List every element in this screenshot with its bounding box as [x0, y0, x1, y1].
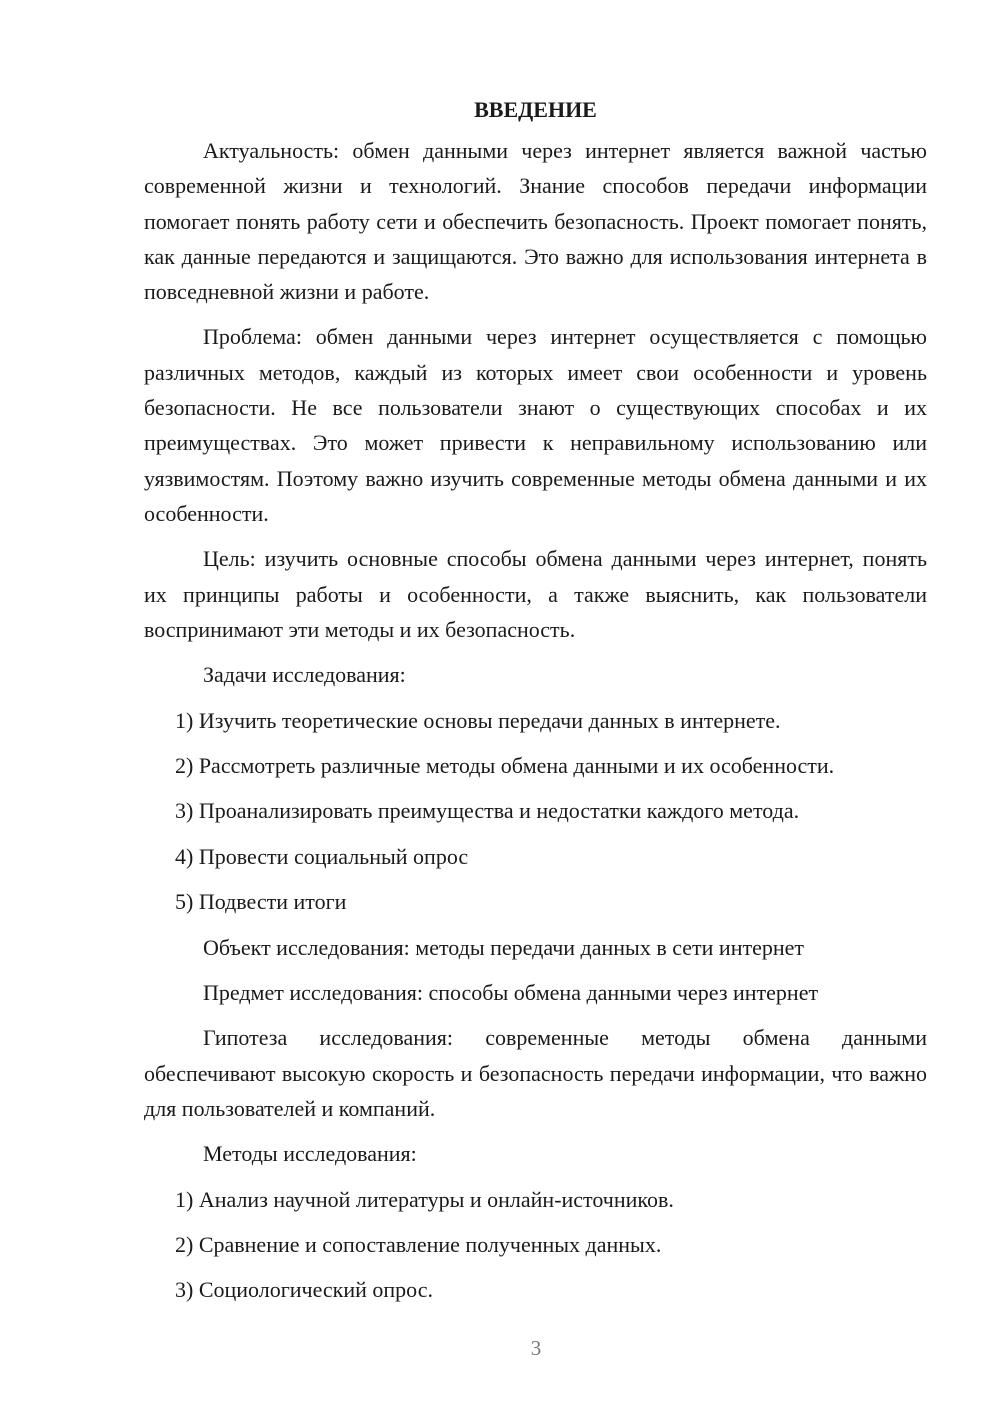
hypothesis-paragraph: Гипотеза исследования: современные методы обмена данными обеспечивают высокую скорость и безопасность передачи информации, что важно для пользователей и компаний.	[144, 1025, 927, 1121]
method-item: 2) Сравнение и сопоставление полученных данных.	[175, 1231, 662, 1257]
tasks-heading: Задачи исследования:	[203, 662, 406, 688]
task-item: 3) Проанализировать преимущества и недостатки каждого метода.	[175, 798, 800, 824]
goal-paragraph: Цель: изучить основные способы обмена данными через интернет, понять их принципы работы и особенности, а также выяснить, как пользователи воспринимают эти методы и их безопасность.	[144, 546, 927, 642]
relevance-paragraph: Актуальность: обмен данными через интернет является важной частью современной жизни и технологий. Знание способов передачи информации помогает понять работу сети и обеспечить безопасность. Проект помогает понять, как данные передаются и защищаются. Это важно для использования интернета в повседневной жизни и работе.	[144, 138, 927, 305]
task-item: 5) Подвести итоги	[175, 889, 347, 915]
section-title: ВВЕДЕНИЕ	[474, 97, 597, 122]
research-subject: Предмет исследования: способы обмена данными через интернет	[203, 979, 819, 1005]
methods-heading: Методы исследования:	[203, 1141, 417, 1167]
page-number: 3	[530, 1336, 542, 1360]
method-item: 3) Социологический опрос.	[175, 1277, 433, 1303]
problem-paragraph: Проблема: обмен данными через интернет осуществляется с помощью различных методов, каждый из которых имеет свои особенности и уровень безопасности. Не все пользователи знают о существующих способах и их преимуществах. Это может привести к неправильному использованию или уязвимостям. Поэтому важно изучить современные методы обмена данными и их особенности.	[144, 324, 927, 526]
research-object: Объект исследования: методы передачи данных в сети интернет	[203, 934, 804, 960]
task-item: 2) Рассмотреть различные методы обмена данными и их особенности.	[175, 752, 835, 778]
task-item: 1) Изучить теоретические основы передачи данных в интернете.	[175, 707, 781, 733]
method-item: 1) Анализ научной литературы и онлайн-источников.	[175, 1186, 674, 1212]
document-page	[144, 92, 927, 1318]
task-item: 4) Провести социальный опрос	[175, 843, 469, 869]
